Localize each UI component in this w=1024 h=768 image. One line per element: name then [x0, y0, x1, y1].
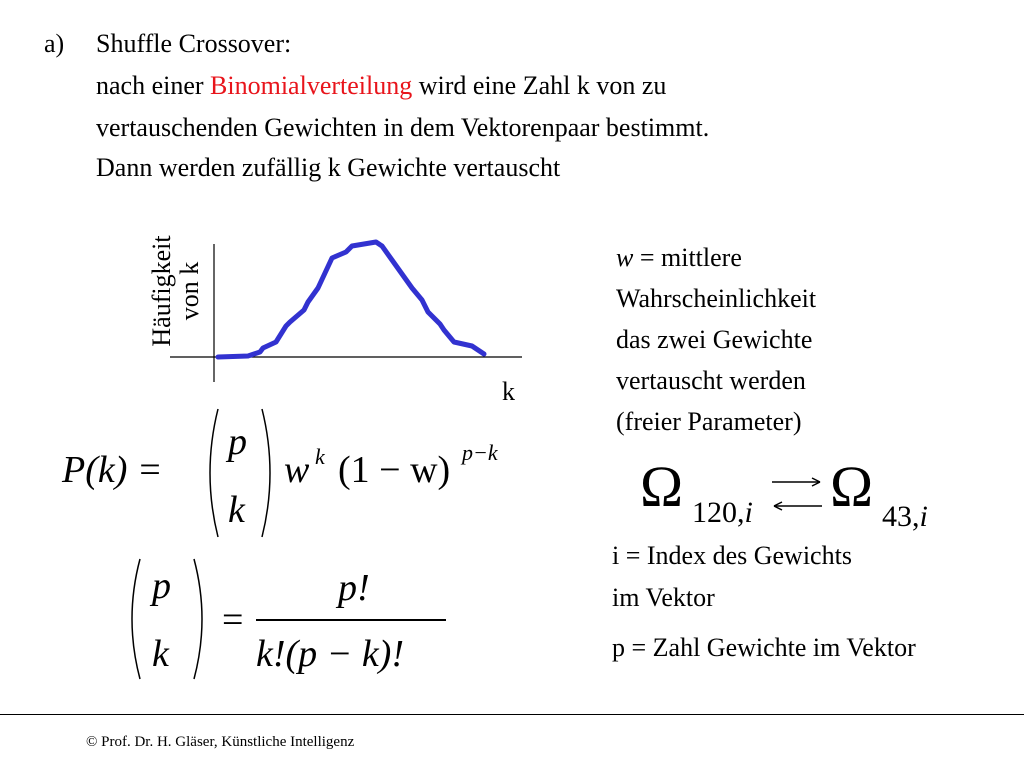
- formula-lhs: [62, 448, 163, 492]
- fraction-numerator: p!: [338, 567, 370, 609]
- binom1-bottom: k: [228, 489, 245, 531]
- highlighted-term: Binomialverteilung: [210, 71, 413, 100]
- omega-left-sub-number: 120,: [692, 496, 745, 529]
- section-title: Shuffle Crossover:: [96, 29, 292, 58]
- exponent-p-minus-k: p−k: [462, 440, 498, 465]
- omega-right-sub-number: 43,: [882, 500, 920, 533]
- legend-w-line-4: vertauscht werden: [616, 366, 806, 395]
- x-axis-label: k: [502, 377, 515, 406]
- intro-line-2: [96, 66, 666, 106]
- intro-line-3: vertauschenden Gewichten in dem Vektorenpaar bestimmt.: [96, 113, 710, 142]
- legend-i-line-1: i = Index des Gewichts: [612, 541, 852, 570]
- formula-w: w: [284, 449, 310, 491]
- formula-one-minus-w: (1 − w): [338, 449, 451, 491]
- omega-right: Ω: [830, 454, 874, 519]
- fraction-denominator: k!(p − k)!: [256, 633, 404, 675]
- footer-copyright: © Prof. Dr. H. Gläser, Künstliche Intelligenz: [86, 734, 355, 750]
- omega-left-subscript: [692, 496, 753, 530]
- omega-left-sub-index: i: [744, 496, 753, 529]
- exponent-k: k: [315, 444, 325, 469]
- item-marker: a): [44, 29, 65, 58]
- legend-w-line-1-text: = mittlere: [633, 243, 742, 272]
- fraction-bar: [256, 619, 446, 621]
- legend-w-line-1: [616, 238, 742, 278]
- omega-right-sub-index: i: [919, 500, 928, 533]
- formula-lhs-text: P(k) =: [62, 449, 163, 491]
- intro-line-4: Dann werden zufällig k Gewichte vertauscht: [96, 153, 561, 182]
- y-label-line-1: Häufigkeit: [147, 235, 176, 347]
- footer-divider: [0, 714, 1024, 715]
- binomial-curve: [218, 242, 484, 357]
- legend-w-line-3: das zwei Gewichte: [616, 325, 813, 354]
- intro-line-2-after: wird eine Zahl k von zu: [412, 71, 667, 100]
- intro-line-2-before: nach einer: [96, 71, 211, 100]
- binom2-top: p: [152, 565, 171, 607]
- legend-w-symbol: w: [616, 243, 634, 272]
- swap-arrows-icon: [768, 472, 826, 516]
- legend-i-line-2: im Vektor: [612, 583, 715, 612]
- binom2-bottom: k: [152, 633, 169, 675]
- legend-w-line-5: (freier Parameter): [616, 407, 802, 436]
- omega-right-subscript: [882, 500, 928, 534]
- omega-left: Ω: [640, 454, 684, 519]
- legend-w-line-2: Wahrscheinlichkeit: [616, 284, 817, 313]
- y-label-line-2: von k: [175, 261, 204, 321]
- legend-p: p = Zahl Gewichte im Vektor: [612, 633, 916, 662]
- binom1-top: p: [228, 421, 247, 463]
- formula2-equals: =: [222, 599, 244, 641]
